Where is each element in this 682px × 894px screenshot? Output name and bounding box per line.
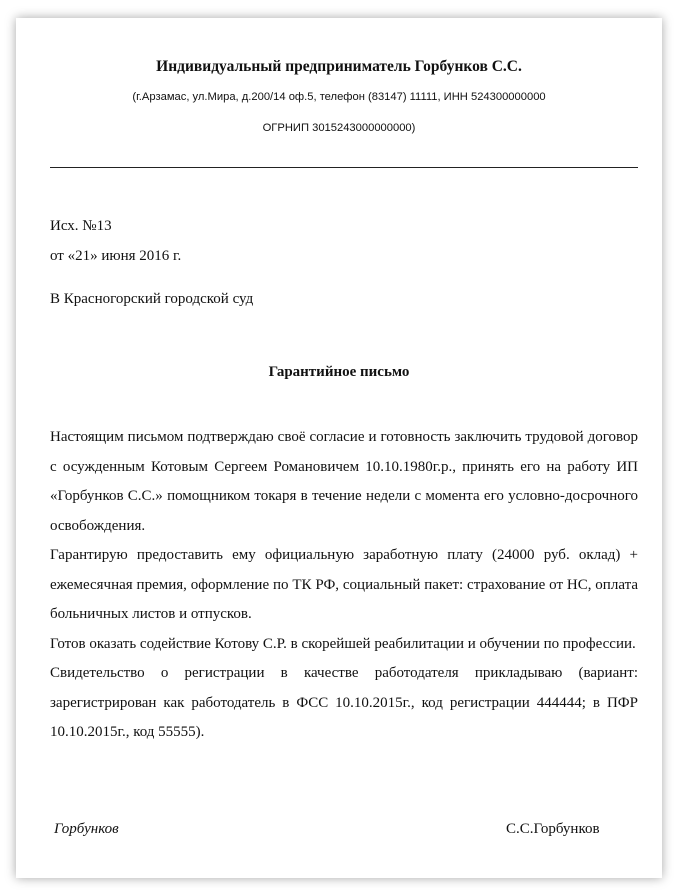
body-paragraph-registration: Свидетельство о регистрации в качестве работодателя прикладываю (вариант: зарегистрирован как работодатель в ФСС 10.10.2015г., код регистрации 444444; в ПФР 10.10.2015г., код 55555).: [50, 665, 638, 740]
body-paragraph-support: Готов оказать содействие Котову С.Р. в скорейшей реабилитации и обучении по профессии.: [50, 635, 636, 652]
body-paragraph-salary: Гарантирую предоставить ему официальную заработную плату (24000 руб. оклад) + ежемесячная премия, оформление по ТК РФ, социальный пакет: страхование от НС, оплата больничных листов и отпусков.: [50, 547, 638, 622]
body-paragraph-consent: Настоящим письмом подтверждаю своё согласие и готовность заключить трудовой договор с осужденным Котовым Сергеем Романовичем 10.10.1980г.р., принять его на работу ИП «Горбунков С.С.» помощником токаря в течение недели с момента его условно-досрочного освобождения.: [50, 429, 638, 534]
letter-body: [50, 423, 638, 748]
document-page: [16, 18, 662, 878]
issuer-ogrnip: ОГРНИП 3015243000000000): [262, 122, 416, 134]
handwritten-signature: Горбунков: [54, 821, 119, 837]
letter-date: от «21» июня 2016 г.: [50, 248, 182, 264]
issuer-name: Индивидуальный предприниматель Горбунков С.С.: [156, 58, 522, 75]
recipient: В Красногорский городской суд: [50, 291, 254, 307]
issuer-address: (г.Арзамас, ул.Мира, д.200/14 оф.5, телефон (83147) 11111, ИНН 524300000000: [132, 91, 546, 103]
letter-title: Гарантийное письмо: [268, 364, 410, 380]
header-divider: [50, 167, 638, 168]
signatory-name: С.С.Горбунков: [506, 821, 600, 837]
outgoing-number: Исх. №13: [50, 218, 112, 234]
